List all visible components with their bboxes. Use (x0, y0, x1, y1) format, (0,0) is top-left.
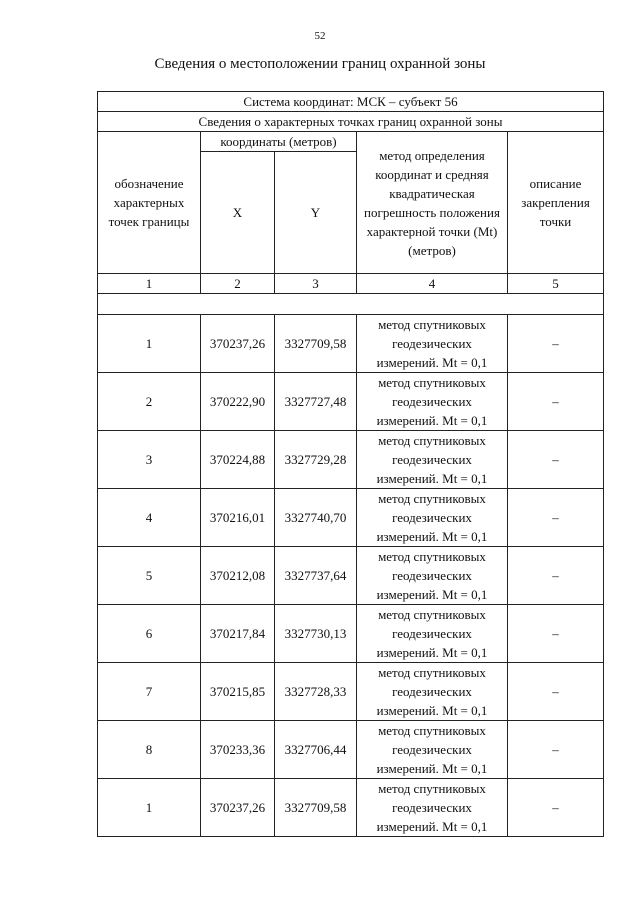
x-cell: 370216,01 (201, 489, 275, 547)
empty-cell (98, 294, 604, 315)
header-y: Y (275, 152, 357, 274)
section-title-row (98, 112, 604, 132)
point-cell: 1 (98, 315, 201, 373)
point-cell: 6 (98, 605, 201, 663)
description-cell: – (508, 721, 604, 779)
method-cell: метод спутниковых геодезических измерений. Mt = 0,1 (357, 779, 508, 837)
method-cell: метод спутниковых геодезических измерений. Mt = 0,1 (357, 605, 508, 663)
y-cell: 3327728,33 (275, 663, 357, 721)
column-numbers-row (98, 274, 604, 294)
point-cell: 8 (98, 721, 201, 779)
x-cell: 370212,08 (201, 547, 275, 605)
description-cell: – (508, 373, 604, 431)
header-method: метод определения координат и средняя квадратическая погрешность положения характерной точки (Mt) (метров) (357, 132, 508, 274)
page-number: 52 (314, 30, 326, 42)
x-cell: 370233,36 (201, 721, 275, 779)
point-cell: 4 (98, 489, 201, 547)
description-cell: – (508, 663, 604, 721)
header-point-designation: обозначение характерных точек границы (98, 132, 201, 274)
section-title-cell: Сведения о характерных точках границ охранной зоны (98, 112, 604, 132)
method-cell: метод спутниковых геодезических измерений. Mt = 0,1 (357, 489, 508, 547)
empty-row (98, 294, 604, 315)
column-number: 4 (357, 274, 508, 294)
header-coordinates: координаты (метров) (201, 132, 357, 152)
point-cell: 7 (98, 663, 201, 721)
table-row (98, 547, 604, 605)
column-number: 3 (275, 274, 357, 294)
table-row (98, 315, 604, 373)
method-cell: метод спутниковых геодезических измерений. Mt = 0,1 (357, 431, 508, 489)
description-cell: – (508, 489, 604, 547)
point-cell: 3 (98, 431, 201, 489)
y-cell: 3327709,58 (275, 315, 357, 373)
header-description: описание закрепления точки (508, 132, 604, 274)
table-row (98, 663, 604, 721)
table-row (98, 489, 604, 547)
y-cell: 3327727,48 (275, 373, 357, 431)
y-cell: 3327730,13 (275, 605, 357, 663)
y-cell: 3327706,44 (275, 721, 357, 779)
header-row (98, 132, 604, 152)
point-cell: 1 (98, 779, 201, 837)
coordinate-system-cell: Система координат: МСК – субъект 56 (98, 92, 604, 112)
table-row (98, 779, 604, 837)
table-row (98, 431, 604, 489)
y-cell: 3327729,28 (275, 431, 357, 489)
x-cell: 370215,85 (201, 663, 275, 721)
x-cell: 370224,88 (201, 431, 275, 489)
column-number: 5 (508, 274, 604, 294)
point-cell: 5 (98, 547, 201, 605)
point-cell: 2 (98, 373, 201, 431)
y-cell: 3327740,70 (275, 489, 357, 547)
method-cell: метод спутниковых геодезических измерений. Mt = 0,1 (357, 721, 508, 779)
description-cell: – (508, 779, 604, 837)
x-cell: 370217,84 (201, 605, 275, 663)
x-cell: 370237,26 (201, 779, 275, 837)
header-x: X (201, 152, 275, 274)
x-cell: 370222,90 (201, 373, 275, 431)
column-number: 1 (98, 274, 201, 294)
method-cell: метод спутниковых геодезических измерений. Mt = 0,1 (357, 315, 508, 373)
column-number: 2 (201, 274, 275, 294)
document-title: Сведения о местоположении границ охранной зоны (154, 56, 486, 72)
description-cell: – (508, 605, 604, 663)
method-cell: метод спутниковых геодезических измерений. Mt = 0,1 (357, 663, 508, 721)
coordinate-system-row (98, 92, 604, 112)
table-row (98, 605, 604, 663)
method-cell: метод спутниковых геодезических измерений. Mt = 0,1 (357, 547, 508, 605)
y-cell: 3327737,64 (275, 547, 357, 605)
method-cell: метод спутниковых геодезических измерений. Mt = 0,1 (357, 373, 508, 431)
y-cell: 3327709,58 (275, 779, 357, 837)
description-cell: – (508, 431, 604, 489)
x-cell: 370237,26 (201, 315, 275, 373)
boundary-points-table (97, 91, 604, 837)
description-cell: – (508, 315, 604, 373)
description-cell: – (508, 547, 604, 605)
table-row (98, 721, 604, 779)
table-row (98, 373, 604, 431)
